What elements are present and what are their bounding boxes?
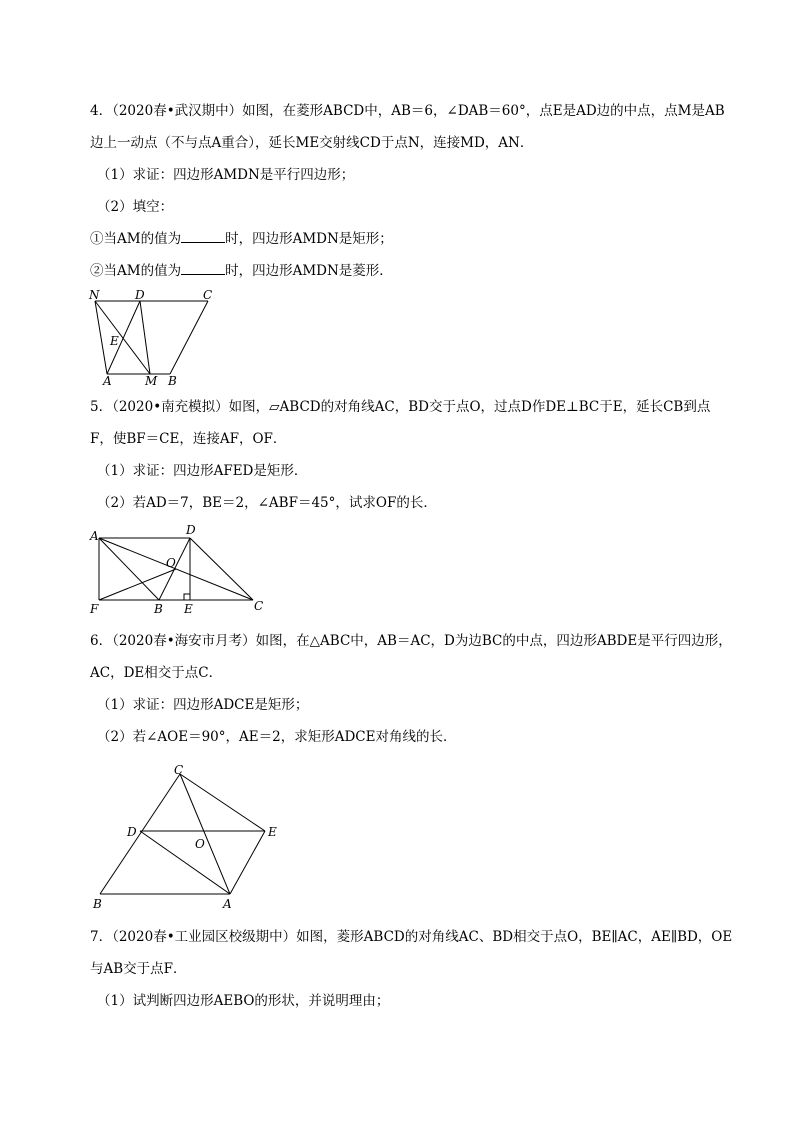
label-A: A: [103, 374, 112, 388]
segment-EA: [230, 831, 265, 894]
problem-number: 7．: [90, 929, 113, 945]
problem-5-part-1: （1）求证：四边形AFED是矩形．: [97, 463, 308, 479]
figure-problem-4: [85, 286, 220, 386]
fill-prefix: ①当AM的值为: [90, 231, 182, 247]
segment-FO: [99, 569, 176, 600]
problem-4-line-2: 边上一动点（不与点A重合），延长ME交射线CD于点N，连接MD，AN．: [90, 135, 534, 151]
problem-number: 6．: [90, 633, 113, 649]
problem-number: 4．: [90, 103, 113, 119]
label-F: F: [90, 602, 99, 616]
label-C: C: [254, 599, 264, 613]
label-D: D: [135, 288, 145, 302]
figure-problem-5: [86, 522, 271, 614]
segment-CE: [180, 774, 265, 831]
problem-4-part-1: （1）求证：四边形AMDN是平行四边形；: [97, 167, 355, 183]
fill-prefix: ②当AM的值为: [90, 263, 182, 279]
problem-7-part-1: （1）试判断四边形AEBO的形状，并说明理由；: [97, 993, 390, 1009]
problem-4-fill-2: [90, 262, 393, 280]
problem-6-line-1: [90, 632, 732, 650]
right-angle-mark: [184, 594, 190, 600]
problem-text: 如图，在△ABC中，AB＝AC，D为边BC的中点，四边形ABDE是平行四边形，: [255, 633, 732, 649]
problem-6-part-1: （1）求证：四边形ADCE是矩形；: [97, 697, 309, 713]
problem-6-part-2: （2）若∠AOE＝90°，AE＝2，求矩形ADCE对角线的长．: [97, 729, 457, 745]
problem-4-part-2: （2）填空：: [97, 199, 174, 215]
label-C: C: [174, 763, 184, 777]
segment-NA: [95, 301, 107, 374]
problem-source: （2020•南充模拟）: [112, 399, 229, 415]
answer-blank[interactable]: [181, 262, 225, 275]
problem-text: 如图，菱形ABCD的对角线AC、BD相交于点O，BE∥AC，AE∥BD，OE: [296, 929, 733, 945]
problem-source: （2020春•海安市月考）: [112, 633, 256, 649]
label-A: A: [90, 529, 99, 543]
label-A: A: [223, 897, 232, 911]
label-C: C: [203, 288, 213, 302]
label-B: B: [168, 374, 177, 388]
problem-source: （2020春•武汉期中）: [112, 103, 243, 119]
label-B: B: [154, 602, 163, 616]
problem-4-fill-1: [90, 230, 393, 248]
label-B: B: [93, 897, 102, 911]
problem-4-line-1: [90, 102, 725, 120]
problem-5-line-1: [90, 398, 710, 416]
label-O: O: [166, 556, 176, 570]
figure-problem-6: [88, 758, 288, 910]
problem-text: 如图，在菱形ABCD中，AB＝6，∠DAB＝60°，点E是AD边的中点，点M是AB: [242, 103, 725, 119]
problem-text: 如图，▱ABCD的对角线AC，BD交于点O，过点D作DE⊥BC于E，延长CB到点: [228, 399, 711, 415]
problem-source: （2020春•工业园区校级期中）: [112, 929, 297, 945]
segment-DC: [190, 538, 253, 600]
segment-CB: [170, 301, 208, 374]
label-D: D: [127, 825, 137, 839]
problem-7-line-1: [90, 928, 732, 946]
fill-suffix: 时，四边形AMDN是菱形．: [225, 263, 393, 279]
label-N: N: [89, 288, 100, 302]
label-O: O: [195, 837, 205, 851]
answer-blank[interactable]: [181, 230, 225, 243]
problem-number: 5．: [90, 399, 113, 415]
segment-AB: [99, 538, 159, 600]
problem-5-line-2: F，使BF＝CE，连接AF，OF．: [90, 431, 287, 447]
label-D: D: [186, 523, 196, 537]
label-E: E: [110, 334, 119, 348]
segment-CB: [100, 774, 180, 894]
label-M: M: [145, 374, 158, 388]
problem-7-line-2: 与AB交于点F．: [90, 961, 187, 977]
label-E: E: [184, 602, 193, 616]
problem-6-line-2: AC，DE相交于点C．: [90, 665, 223, 681]
label-E: E: [268, 825, 277, 839]
fill-suffix: 时，四边形AMDN是矩形；: [225, 231, 393, 247]
problem-5-part-2: （2）若AD＝7，BE＝2，∠ABF＝45°，试求OF的长．: [97, 495, 437, 511]
